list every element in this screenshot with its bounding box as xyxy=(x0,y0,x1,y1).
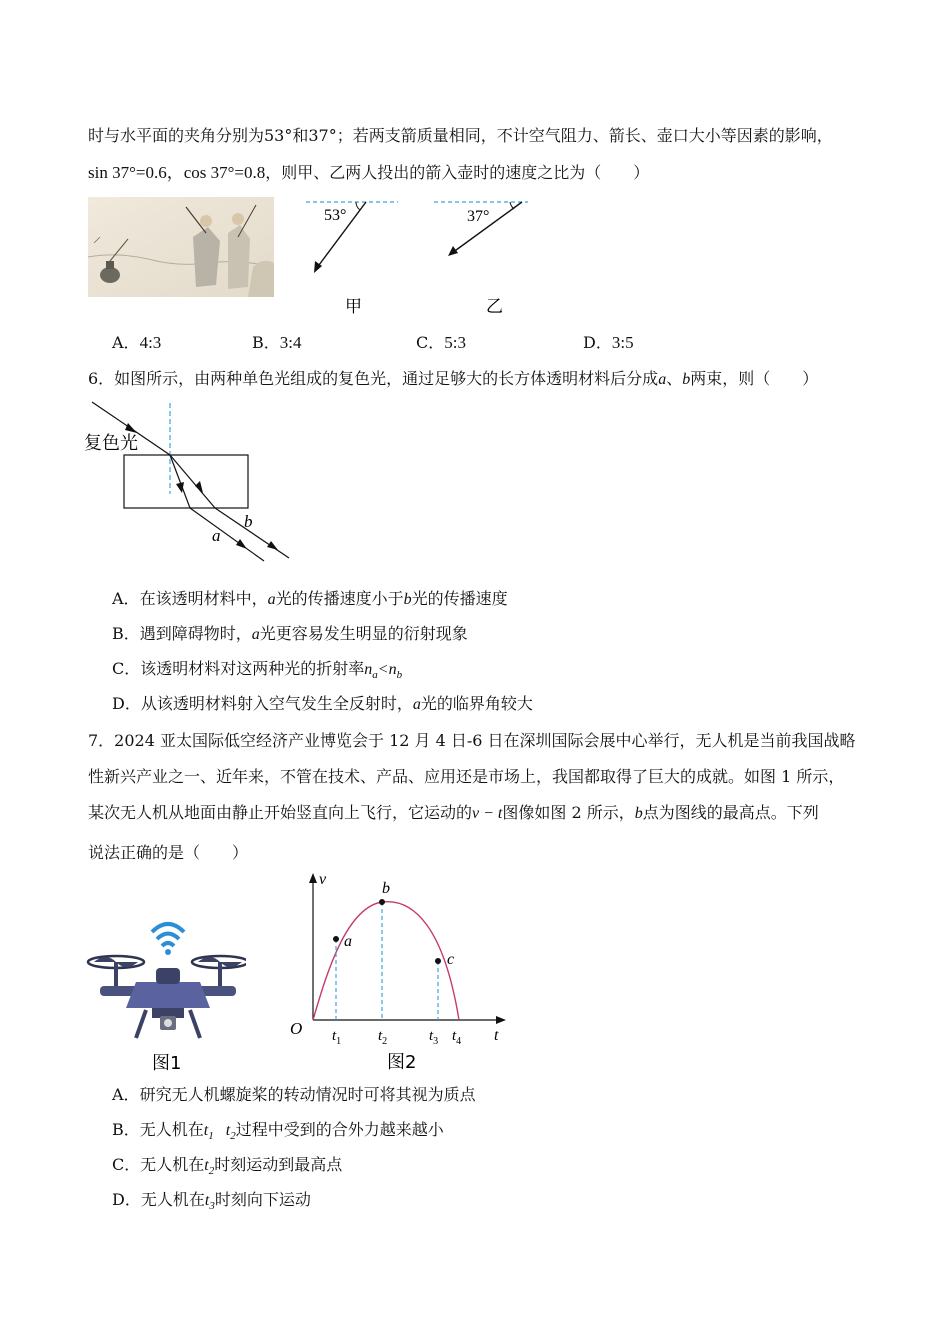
q7-option-a: A．研究无人机螺旋桨的转动情况时可将其视为质点 xyxy=(112,1085,476,1104)
tick-t4: $t_4$ xyxy=(452,1028,462,1047)
q7-line2: 性新兴产业之一、近年来，不管在技术、产品、应用还是市场上，我国都取得了巨大的成就。如图 1 所示， xyxy=(88,767,845,786)
q5-option-a: A．4:3 xyxy=(112,333,162,352)
q7-line1: 7．2024 亚太国际低空经济产业博览会于 12 月 4 日-6 日在深圳国际会展中心举行，无人机是当前我国战略 xyxy=(88,731,856,750)
q7-line4: 说法正确的是（ ） xyxy=(88,843,249,862)
tick-t1: $t_1$ xyxy=(332,1028,342,1047)
q6-option-c: C．该透明材料对这两种光的折射率$n_a<n_b$ xyxy=(112,659,403,682)
tick-t2: $t_2$ xyxy=(378,1028,388,1047)
composite-light-label: 复色光 xyxy=(84,433,138,454)
point-a-label: a xyxy=(344,933,352,950)
tick-t3: $t_3$ xyxy=(429,1028,439,1047)
label-jia: 甲 xyxy=(345,297,362,317)
q5-line2 xyxy=(88,162,649,184)
q5-trig-values: sin 37°=0.6，cos 37°=0.8 xyxy=(88,163,266,182)
axis-v-label: v xyxy=(319,871,327,888)
q5-line2-text: ，则甲、乙两人投出的箭入壶时的速度之比为（ ） xyxy=(265,163,650,182)
point-b-label: b xyxy=(382,880,390,897)
q7-option-c: C．无人机在$t_2$时刻运动到最高点 xyxy=(112,1155,343,1178)
q5-option-c: C．5:3 xyxy=(416,333,466,352)
q6-option-b: B．遇到障碍物时，a光更容易发生明显的衍射现象 xyxy=(112,624,468,643)
point-c-label: c xyxy=(447,951,455,968)
arrow-diagram-yi xyxy=(430,195,540,320)
light-refraction-diagram xyxy=(84,398,299,563)
q7-option-b: B．无人机在$t_1$ $t_2$过程中受到的合外力越来越小 xyxy=(112,1120,444,1143)
label-yi: 乙 xyxy=(486,297,503,317)
angle-53-label: 53° xyxy=(324,207,347,224)
v-t-graph xyxy=(284,868,514,1078)
time-t3: $t_3$ xyxy=(204,1192,215,1213)
q6-option-d: D．从该透明材料射入空气发生全反射时，a光的临界角较大 xyxy=(112,694,533,713)
q5-line1: 时与水平面的夹角分别为53°和37°；若两支箭质量相同，不计空气阻力、箭长、壶口大小等因素的影响， xyxy=(88,126,833,145)
q6-option-a: A．在该透明材料中，a光的传播速度小于b光的传播速度 xyxy=(112,589,508,608)
beam-a-label: a xyxy=(212,526,221,545)
angle-37-label: 37° xyxy=(467,208,490,225)
q6-stem: 6．如图所示，由两种单色光组成的复色光，通过足够大的长方体透明材料后分成a、b两束，则（ ） xyxy=(88,369,819,388)
q5-option-d: D．3:5 xyxy=(583,333,634,352)
pitch-pot-painting xyxy=(88,197,274,297)
fig1-label: 图1 xyxy=(152,1053,182,1074)
time-t2: $t_2$ xyxy=(204,1157,215,1178)
drone-illustration xyxy=(86,912,246,1077)
interval-t1-t2: $t_1$ $t_2$ xyxy=(203,1122,236,1143)
refractive-index-compare: $n_a<n_b$ xyxy=(364,661,403,682)
q5-option-b: B．3:4 xyxy=(252,333,302,352)
origin-label: O xyxy=(290,1019,303,1038)
axis-t-label: t xyxy=(494,1027,499,1044)
q7-line3: 某次无人机从地面由静止开始竖直向上飞行，它运动的v − t图像如图 2 所示，b点为图线的最高点。下列 xyxy=(88,803,819,822)
arrow-diagram-jia xyxy=(300,195,410,320)
fig2-label: 图2 xyxy=(387,1052,417,1073)
q7-option-d: D．无人机在$t_3$时刻向下运动 xyxy=(112,1190,311,1213)
beam-b-label: b xyxy=(244,512,253,531)
